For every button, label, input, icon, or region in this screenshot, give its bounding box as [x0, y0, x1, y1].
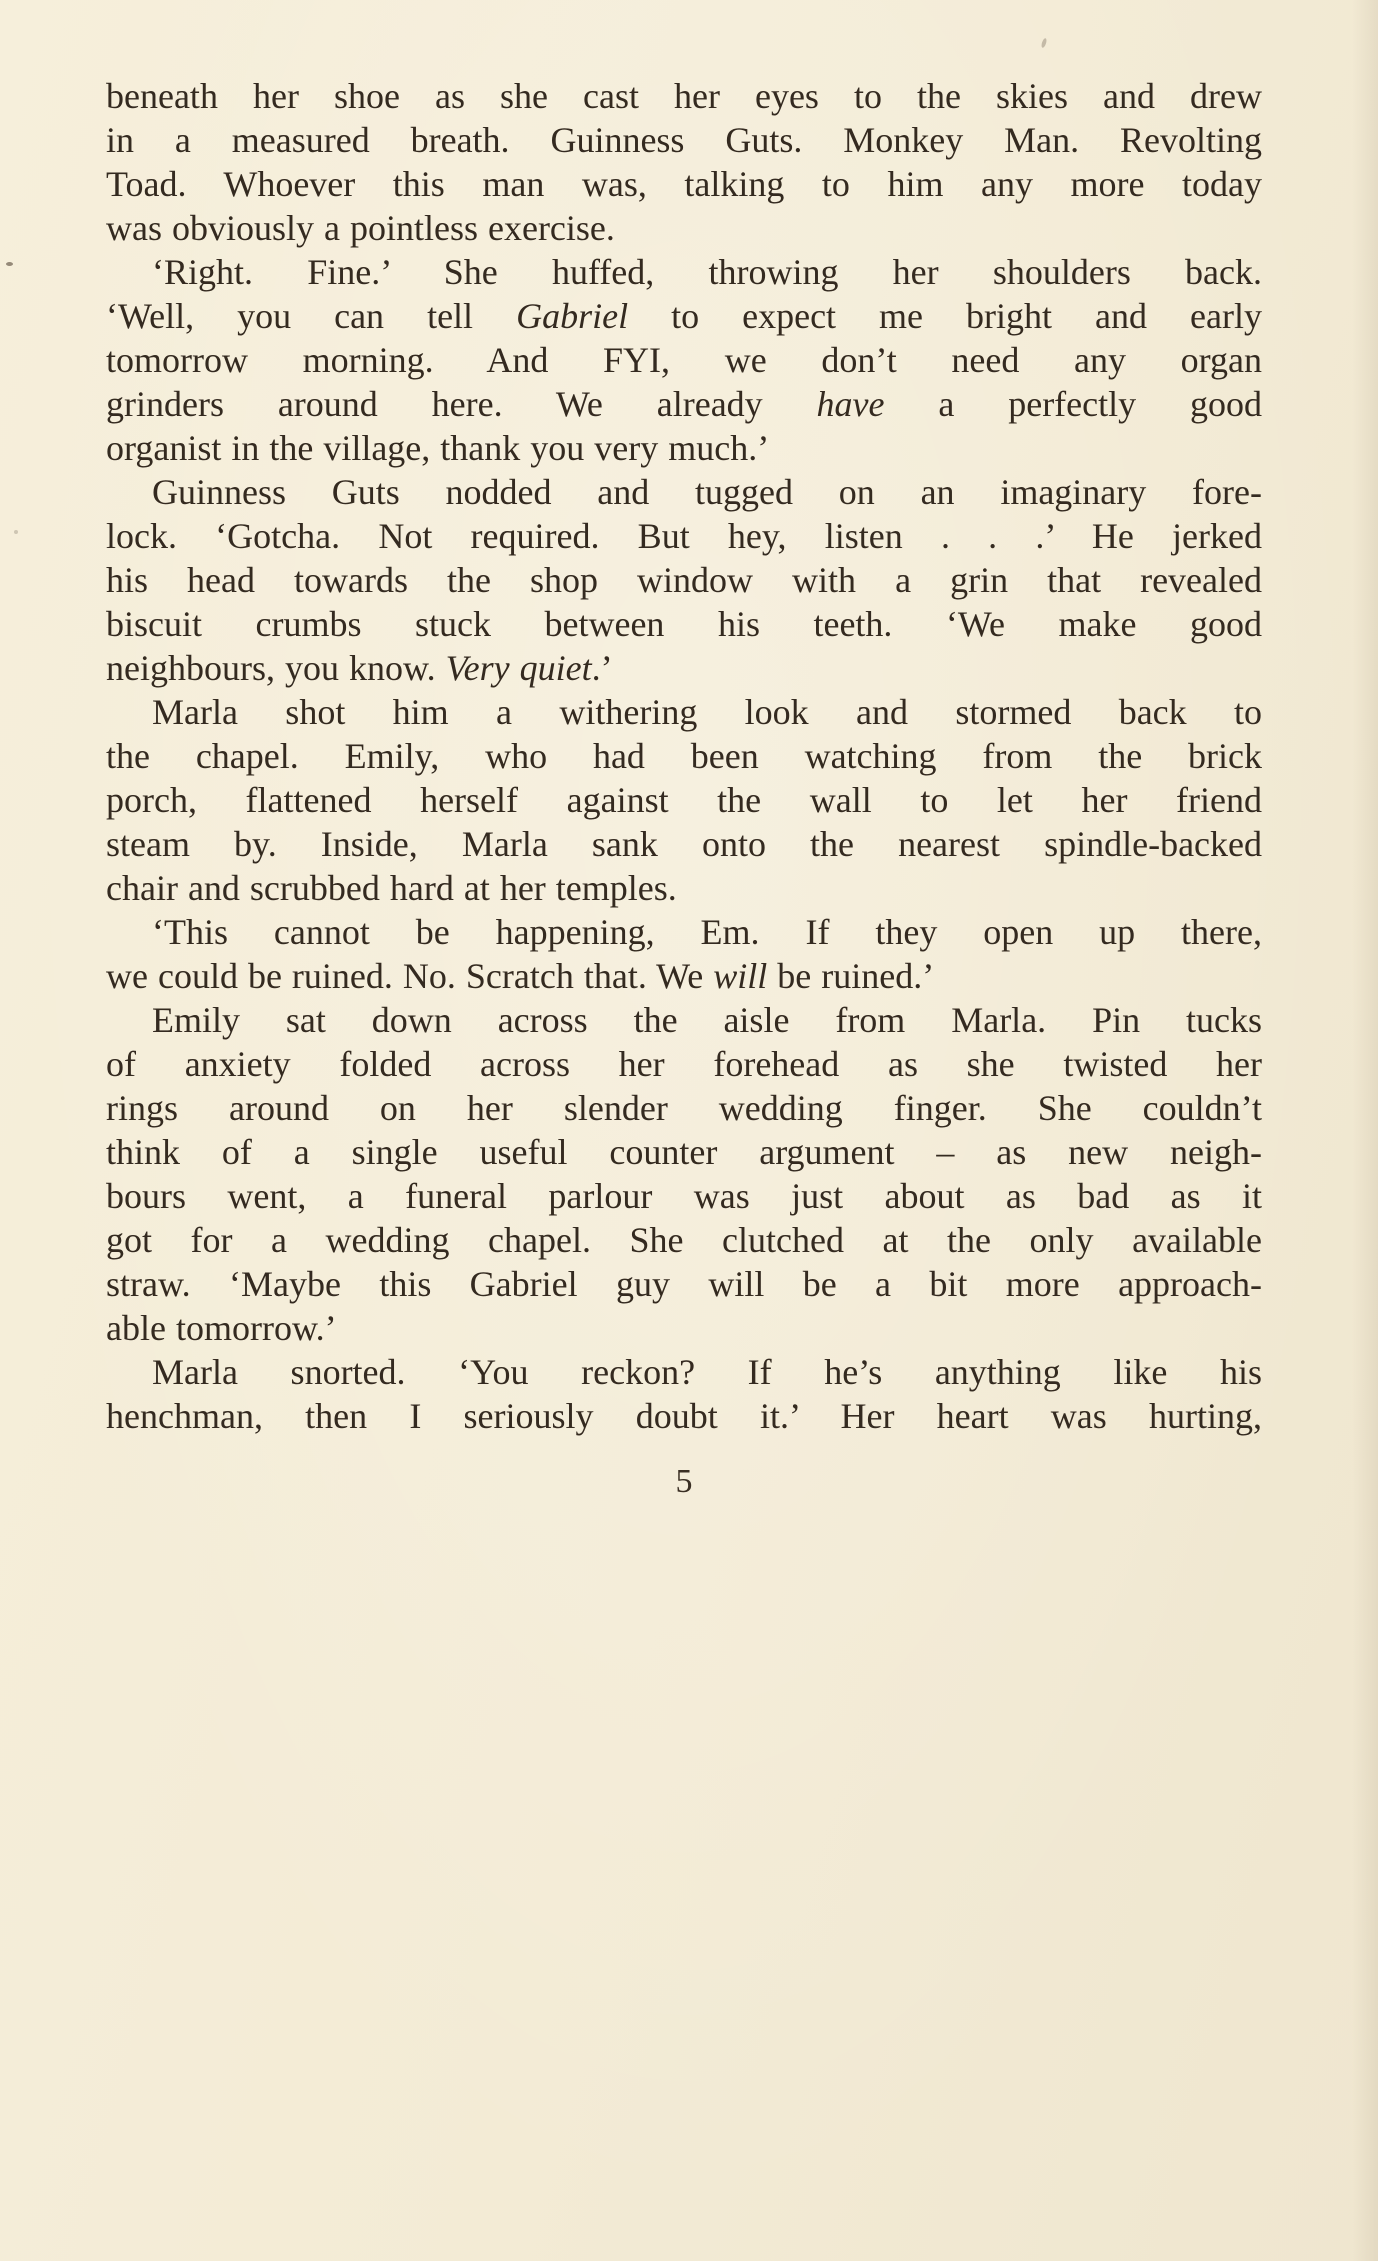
paragraph	[106, 1350, 1262, 1438]
text-line: porch, flattened herself against the wall to let her friend	[106, 780, 1262, 820]
text-line: straw. ‘Maybe this Gabriel guy will be a bit more approach-	[106, 1264, 1262, 1304]
text-line: was obviously a pointless exercise.	[106, 208, 615, 248]
text-line: steam by. Inside, Marla sank onto the nearest spindle-backed	[106, 824, 1262, 864]
text-line: rings around on her slender wedding finger. She couldn’t	[106, 1088, 1262, 1128]
page-text	[106, 74, 1262, 1438]
text-line: got for a wedding chapel. She clutched at the only available	[106, 1220, 1262, 1260]
page-number: 5	[675, 1463, 693, 1500]
text-line: lock. ‘Gotcha. Not required. But hey, listen . . .’ He jerked	[106, 516, 1262, 556]
text-line: neighbours, you know. Very quiet.’	[106, 648, 613, 688]
paragraph	[106, 690, 1262, 910]
text-line: ‘This cannot be happening, Em. If they open up there,	[152, 912, 1262, 952]
text-line: chair and scrubbed hard at her temples.	[106, 868, 677, 908]
text-line: of anxiety folded across her forehead as she twisted her	[106, 1044, 1262, 1084]
text-line: in a measured breath. Guinness Guts. Monkey Man. Revolting	[106, 120, 1262, 160]
paragraph	[106, 74, 1262, 250]
text-line: Emily sat down across the aisle from Marla. Pin tucks	[152, 1000, 1262, 1040]
text-line: henchman, then I seriously doubt it.’ Her heart was hurting,	[106, 1396, 1262, 1436]
text-line: his head towards the shop window with a grin that revealed	[106, 560, 1262, 600]
text-line: Guinness Guts nodded and tugged on an imaginary fore-	[152, 472, 1262, 512]
page-edge-shading	[1352, 0, 1378, 2261]
text-line: organist in the village, thank you very much.’	[106, 428, 770, 468]
text-line: beneath her shoe as she cast her eyes to the skies and drew	[106, 76, 1262, 116]
scan-speck	[14, 530, 18, 534]
text-line: the chapel. Emily, who had been watching from the brick	[106, 736, 1262, 776]
text-line: biscuit crumbs stuck between his teeth. ‘We make good	[106, 604, 1262, 644]
text-line: Marla snorted. ‘You reckon? If he’s anything like his	[152, 1352, 1262, 1392]
text-line: tomorrow morning. And FYI, we don’t need any organ	[106, 340, 1262, 380]
paragraph	[106, 998, 1262, 1350]
text-line: think of a single useful counter argument – as new neigh-	[106, 1132, 1262, 1172]
text-line: ‘Right. Fine.’ She huffed, throwing her shoulders back.	[152, 252, 1262, 292]
text-line: we could be ruined. No. Scratch that. We will be ruined.’	[106, 956, 935, 996]
text-line: bours went, a funeral parlour was just about as bad as it	[106, 1176, 1262, 1216]
text-line: able tomorrow.’	[106, 1308, 337, 1348]
paragraph	[106, 910, 1262, 998]
text-line: grinders around here. We already have a perfectly good	[106, 384, 1262, 424]
scan-speck	[1041, 38, 1048, 49]
paragraph	[106, 470, 1262, 690]
text-line: Toad. Whoever this man was, talking to him any more today	[106, 164, 1262, 204]
text-line: ‘Well, you can tell Gabriel to expect me bright and early	[106, 296, 1263, 336]
scan-speck	[6, 262, 13, 266]
text-line: Marla shot him a withering look and stormed back to	[152, 692, 1262, 732]
paragraph	[106, 250, 1262, 470]
